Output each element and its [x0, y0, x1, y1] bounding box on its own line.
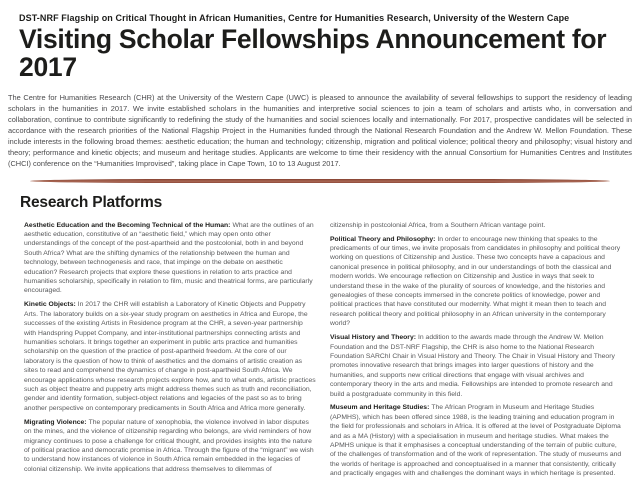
platform-paragraph-aesthetic-education — [24, 221, 316, 296]
platform-lead: Aesthetic Education and the Becoming Technical of the Human: — [24, 221, 231, 229]
page-title: Visiting Scholar Fellowships Announcement for 2017 — [19, 24, 607, 82]
continuation-paragraph — [330, 221, 622, 230]
platform-lead: Museum and Heritage Studies: — [330, 404, 430, 412]
platform-lead: Migrating Violence: — [24, 418, 87, 426]
research-platforms-columns — [24, 221, 640, 483]
platform-paragraph-museum-heritage — [330, 403, 622, 478]
section-heading: Research Platforms — [20, 193, 162, 211]
platform-body: citizenship in postcolonial Africa, from a Southern African vantage point. — [330, 221, 546, 229]
platform-body: What are the outlines of an aesthetic education, constitutive of an “aesthetic field,” which may open onto other understandings of the concept of the post-apartheid and the postcolonial, both in and beyond South Africa? What are the shifting dynamics of the relationship between the human and technology, between technogenesis and race, that impinge on the debate on aesthetic education? Research projects that explore these questions in relation to arts practice and humanities scholarship, specifically in relation to film, music and theatrical forms, are particularly encouraged. — [24, 221, 314, 295]
platform-body: In order to encourage new thinking that speaks to the predicaments of our times, we invite proposals from candidates in philosophy and political theory working on questions of Citizenship and Justice. These two concepts have a capacious and canonical presence in political philosophy, and in our understandings of both the classical and modern worlds. We encourage reflection on Citizenship and Justice in ways that seek to understand these in the wake of the plurality of sources of knowledge, and the histories and genealogies of these concepts immersed in the concrete politics of knowledge, power and political practices that have constituted our modernity. What might it mean then to teach and research political theory and political philosophy in an African university in the contemporary world? — [330, 235, 621, 328]
kicker-line: DST-NRF Flagship on Critical Thought in African Humanities, Centre for Humanities Research, University of the Western Cape — [19, 13, 570, 23]
intro-paragraph: The Centre for Humanities Research (CHR) at the University of the Western Cape (UWC) is pleased to announce the availability of several fellowships to support the residency of leading scholars in the humanities in 2017. We invite established scholars in the humanities and interpretive social sciences to join a team of scholars and artists who, in conversation and collaboration, continue to contribute significantly to redefining the study of the humanities and social sciences locally and internationally. For 2017, prospective candidates will be selected in accordance with the research priorities of the National Flagship Project in the Humanities funded through the National Research Foundation and the Andrew W. Mellon Foundation. These include interests in the following broad themes: aesthetic education; the human and technology; citizenship, migration and political violence; political theory and philosophy; visual history and theory; performance and kinetic objects; and museum and heritage studies. Applicants are welcome to time their residency with the annual Consortium for Humanities Centres and Institutes (CHCI) conference on the “Humanities Improvised”, taking place in Cape Town, 10 to 13 August 2017. — [8, 92, 632, 168]
platform-paragraph-migrating-violence — [24, 418, 316, 474]
platform-lead: Political Theory and Philosophy: — [330, 235, 436, 243]
right-column — [330, 221, 622, 483]
document-page — [0, 13, 640, 478]
platform-lead: Visual History and Theory: — [330, 334, 416, 342]
left-column — [24, 221, 316, 483]
platform-paragraph-kinetic-objects — [24, 300, 316, 413]
platform-lead: Kinetic Objects: — [24, 301, 76, 309]
platform-body: In addition to the awards made through the Andrew W. Mellon Foundation and the DST-NRF Flagship, the CHR is also home to the National Research Foundation SARChI Chair in Visual History and Theory. The Chair in Visual History and Theory promotes innovative research that brings images into larger questions of history and the humanities, and supports new critical directions that engage with visual archives and contemporary theory in the arts and media. Fellowships are intended to promote research and build a postgraduate community in this field. — [330, 334, 615, 398]
platform-body: The African Program in Museum and Heritage Studies (APMHS), which has been offered since 1988, is the leading training and education program in the field for professionals and scholars in Africa. It is offered at the level of Postgraduate Diploma and as a MA (History) with a specialisation in museum and heritage studies. What makes the APMHS unique is that it emphasises a conceptual understanding of the terrain of public culture, of the challenges of transformation and of the work of representation. The study of museums and the worlds of heritage is approached and conceptualised in a manner that consistently, critically and practically engages with and challenges the dominant ways in which heritage is presented. — [330, 404, 622, 478]
platform-paragraph-visual-history — [330, 333, 622, 399]
platform-body: The popular nature of xenophobia, the violence involved in labor disputes on the mines, and the violence of citizenship regarding who belongs, are vivid reminders of how migrancy continues to pose a challenge for critical thought, and provides insights into the nature of political practice and democratic promise in Africa. Through the figure of the “migrant” we wish to understand how instances of violence in South Africa remain embedded in the legacies of colonial citizenship. We invite applications that address themselves to dilemmas of — [24, 418, 314, 473]
section-divider-rule — [30, 179, 610, 183]
platform-body: In 2017 the CHR will establish a Laboratory of Kinetic Objects and Puppetry Arts. The laboratory builds on a six-year study program on aesthetics in Africa and Europe, the successes of the existing Artists in Residence program at the CHR, a seven-year partnership with Handspring Puppet Company, and inter-institutional partnerships connecting artists and humanities scholars. It brings together an experiment in public arts practice and humanities scholarship on the question of the practice of post-apartheid freedom. At the core of our laboratory is the question of how to think of aesthetics and the domains of artistic creation as sites to read and comprehend the dynamics of change in post-apartheid South Africa. We encourage applications whose research projects explore how, and to what ends, artistic practices such as object theatre and puppetry arts might address themes such as truth and reconciliation, gender and identity formation, subject-object relations and legacies of the past so as to bring another perspective on contemporary predicaments in South Africa and Africa more generally. — [24, 301, 316, 412]
platform-paragraph-political-theory — [330, 235, 622, 329]
